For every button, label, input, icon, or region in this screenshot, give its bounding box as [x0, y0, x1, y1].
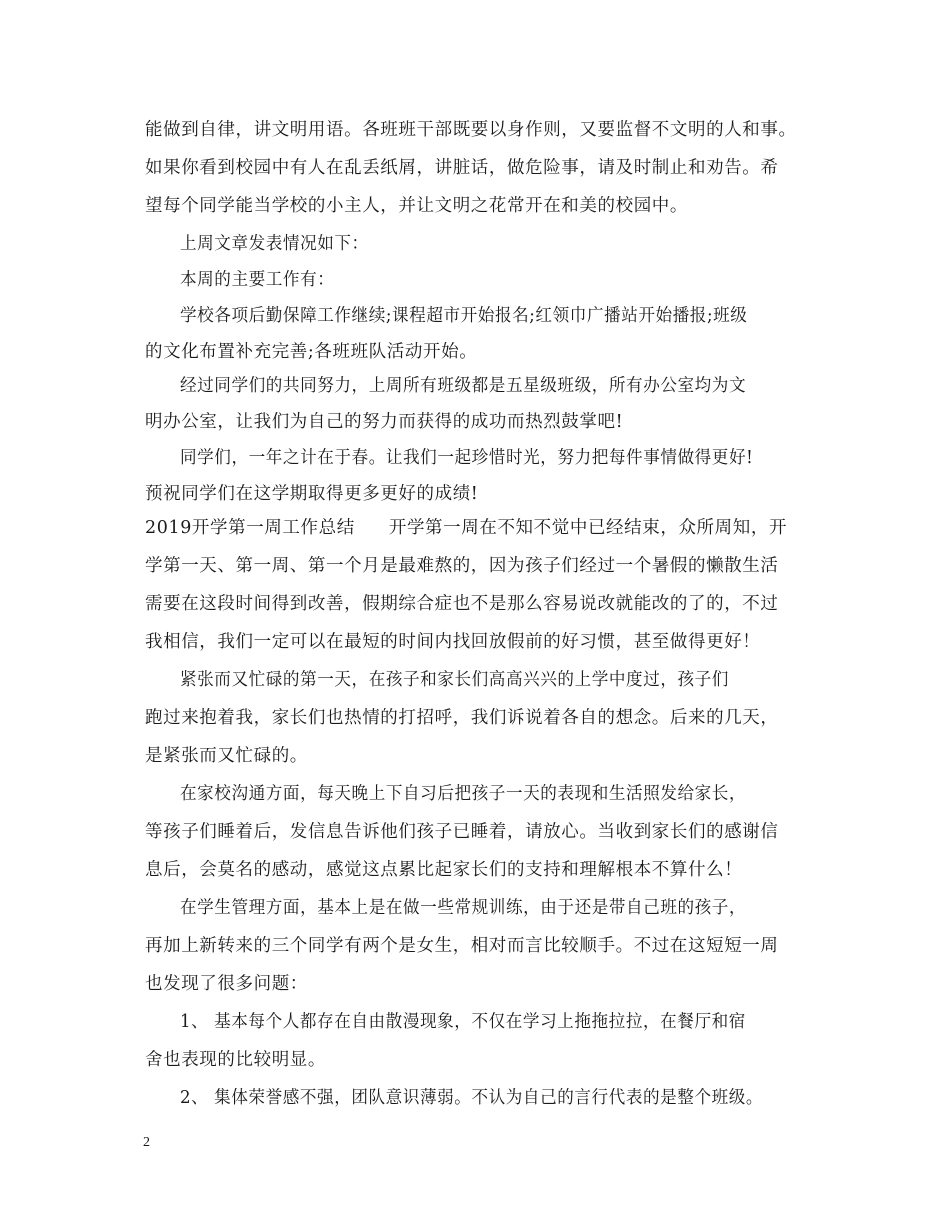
text-line: 预祝同学们在这学期取得更多更好的成绩!	[145, 484, 479, 504]
text-line: 是紧张而又忙碌的。	[145, 746, 308, 766]
text-line: 紧张而又忙碌的第一天，在孩子和家长们高高兴兴的上学中度过，孩子们	[180, 670, 729, 690]
text-line: 如果你看到校园中有人在乱丢纸屑，讲脏话，做危险事，请及时制止和劝告。希	[145, 158, 779, 178]
text-line: 明办公室，让我们为自己的努力而获得的成功而热烈鼓掌吧!	[145, 412, 624, 432]
text-line: 的文化布置补充完善;各班班队活动开始。	[145, 342, 478, 362]
text-line: 等孩子们睡着后，发信息告诉他们孩子已睡着，请放心。当收到家长们的感谢信	[145, 822, 779, 842]
text-line: 在家校沟通方面，每天晚上下自习后把孩子一天的表现和生活照发给家长，	[180, 784, 747, 804]
text-line: 再加上新转来的三个同学有两个是女生，相对而言比较顺手。不过在这短短一周	[145, 936, 779, 956]
text-line: 我相信，我们一定可以在最短的时间内找回放假前的好习惯，甚至做得更好！	[145, 632, 761, 652]
text-line: 本周的主要工作有：	[180, 270, 335, 290]
text-line: 也发现了很多问题：	[145, 974, 308, 994]
text-line: 能做到自律，讲文明用语。各班班干部既要以身作则，又要监督不文明的人和事。	[145, 120, 797, 140]
text-line: 开学第一周在不知不觉中已经结束，众所周知，开	[388, 518, 788, 538]
text-line: 需要在这段时间得到改善，假期综合症也不是那么容易说改就能改的了的，不过	[145, 594, 779, 614]
page-number: 2	[143, 1135, 150, 1150]
text-line: 息后，会莫名的感动，感觉这点累比起家长们的支持和理解根本不算什么！	[145, 860, 743, 880]
text-line: 同学们，一年之计在于春。让我们一起珍惜时光，努力把每件事情做得更好!	[180, 448, 754, 468]
list-item: 2、 集体荣誉感不强，团队意识薄弱。不认为自己的言行代表的是整个班级。	[180, 1088, 764, 1108]
text-line: 学第一天、第一周、第一个月是最难熬的，因为孩子们经过一个暑假的懒散生活	[145, 556, 779, 576]
list-item: 1、 基本每个人都存在自由散漫现象，不仅在学习上拖拖拉拉，在餐厅和宿	[180, 1012, 746, 1032]
text-line: 跑过来抱着我，家长们也热情的打招呼，我们诉说着各自的想念。后来的几天，	[145, 708, 779, 728]
text-line: 经过同学们的共同努力，上周所有班级都是五星级班级，所有办公室均为文	[180, 376, 747, 396]
text-line: 上周文章发表情况如下：	[180, 234, 369, 254]
text-line: 学校各项后勤保障工作继续;课程超市开始报名;红领巾广播站开始播报;班级	[180, 306, 748, 326]
text-line: 在学生管理方面，基本上是在做一些常规训练，由于还是带自己班的孩子，	[180, 898, 747, 918]
article-title: 2019开学第一周工作总结	[145, 518, 355, 538]
text-line: 望每个同学能当学校的小主人，并让文明之花常开在和美的校园中。	[145, 196, 688, 216]
article-heading-line	[145, 515, 815, 541]
text-line: 舍也表现的比较明显。	[145, 1050, 326, 1070]
